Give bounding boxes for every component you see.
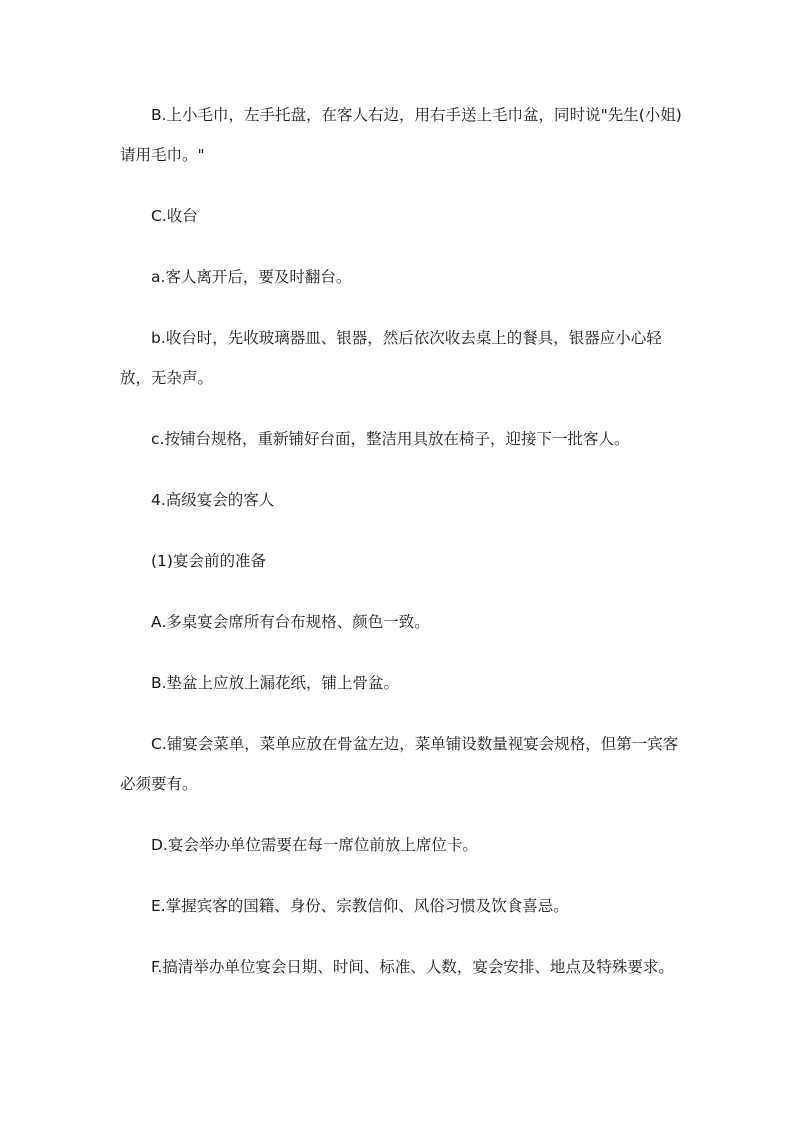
paragraph-doily: B.垫盆上应放上漏花纸，铺上骨盆。 (151, 674, 400, 692)
paragraph-menu: C.铺宴会菜单，菜单应放在骨盆左边，菜单铺设数量视宴会规格，但第一宾客必须要有。 (120, 735, 679, 793)
paragraph-reset-table: c.按铺台规格，重新铺好台面，整洁用具放在椅子，迎接下一批客人。 (151, 430, 630, 448)
paragraph-clear-table-heading: C.收台 (151, 207, 198, 225)
paragraph-place-cards: D.宴会举办单位需要在每一席位前放上席位卡。 (151, 836, 478, 854)
paragraph-subsection-preparation: (1)宴会前的准备 (151, 552, 266, 570)
paragraph-guest-profile: E.掌握宾客的国籍、身份、宗教信仰、风俗习惯及饮食喜忌。 (151, 897, 569, 915)
paragraph-tablecloth: A.多桌宴会席所有台布规格、颜色一致。 (151, 613, 430, 631)
paragraph-section-banquet-guests: 4.高级宴会的客人 (151, 491, 275, 509)
paragraph-clear-order: b.收台时，先收玻璃器皿、银器，然后依次收去桌上的餐具，银器应小心轻放，无杂声。 (120, 329, 662, 387)
paragraph-towel-service: B.上小毛巾，左手托盘，在客人右边，用右手送上毛巾盆，同时说"先生(小姐)请用毛巾。" (120, 106, 682, 164)
paragraph-event-details: F.搞清举办单位宴会日期、时间、标准、人数，宴会安排、地点及特殊要求。 (151, 958, 674, 976)
document-body (120, 95, 686, 1008)
paragraph-turn-table: a.客人离开后，要及时翻台。 (151, 268, 352, 286)
